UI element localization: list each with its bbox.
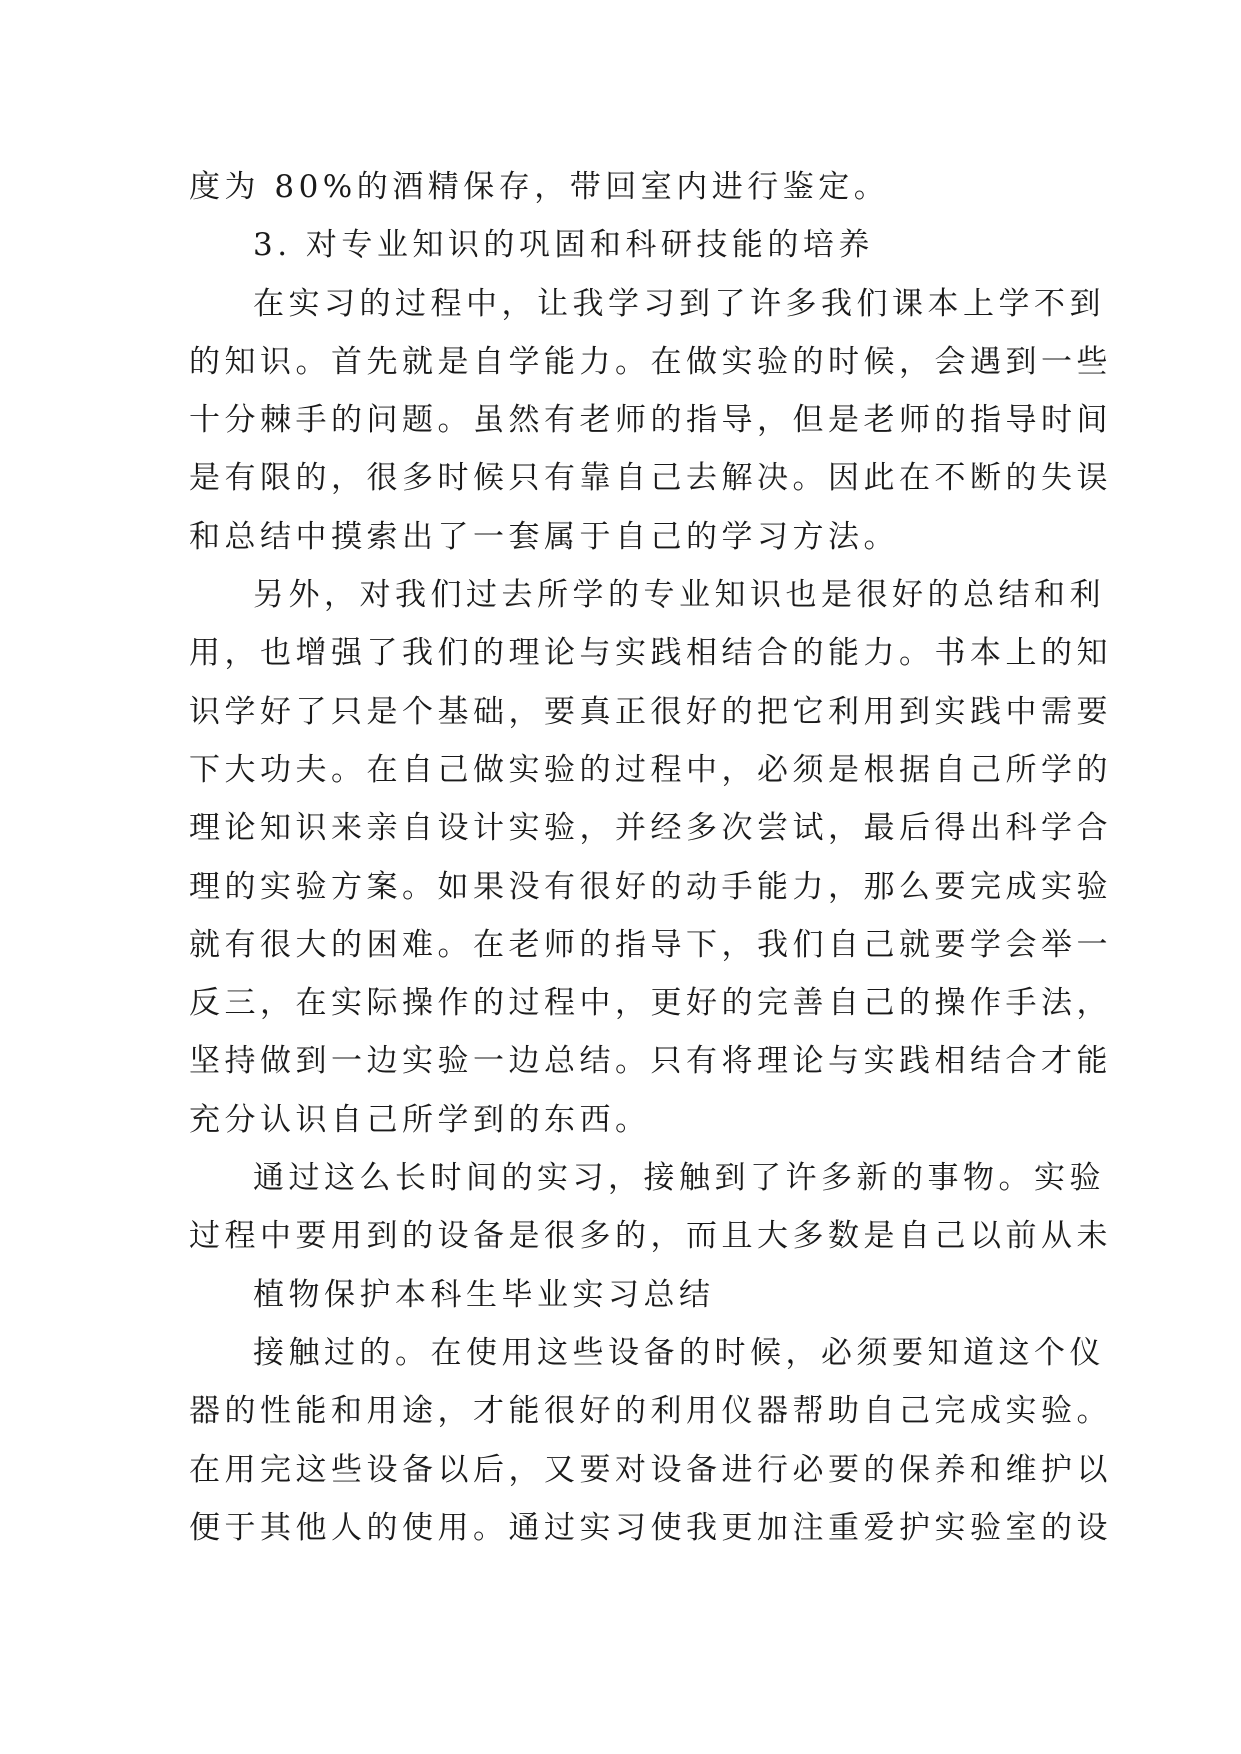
text-line: 和总结中摸索出了一套属于自己的学习方法。 [189, 518, 899, 555]
text-line: 就有很大的困难。在老师的指导下，我们自己就要学会举一 [189, 926, 1112, 963]
text-line: 另外，对我们过去所学的专业知识也是很好的总结和利 [253, 577, 1105, 614]
text-line: 3. 对专业知识的巩固和科研技能的培养 [253, 227, 874, 264]
text-line: 用，也增强了我们的理论与实践相结合的能力。书本上的知 [189, 635, 1112, 672]
text-line: 是有限的，很多时候只有靠自己去解决。因此在不断的失误 [189, 460, 1112, 497]
text-line: 下大功夫。在自己做实验的过程中，必须是根据自己所学的 [189, 751, 1112, 788]
text-line: 度为 80%的酒精保存，带回室内进行鉴定。 [189, 169, 890, 205]
body-text [189, 158, 1112, 1557]
text-line: 的知识。首先就是自学能力。在做实验的时候，会遇到一些 [189, 343, 1112, 380]
text-line: 坚持做到一边实验一边总结。只有将理论与实践相结合才能 [189, 1043, 1112, 1080]
text-line: 在实习的过程中，让我学习到了许多我们课本上学不到 [253, 285, 1105, 322]
text-line: 十分棘手的问题。虽然有老师的指导，但是老师的指导时间 [189, 402, 1112, 439]
text-line: 反三，在实际操作的过程中，更好的完善自己的操作手法， [189, 985, 1112, 1022]
text-line: 接触过的。在使用这些设备的时候，必须要知道这个仪 [253, 1334, 1105, 1371]
text-line: 在用完这些设备以后，又要对设备进行必要的保养和维护以 [189, 1451, 1112, 1488]
text-line: 便于其他人的使用。通过实习使我更加注重爱护实验室的设 [189, 1509, 1112, 1546]
text-line: 充分认识自己所学到的东西。 [189, 1101, 651, 1138]
text-line: 器的性能和用途，才能很好的利用仪器帮助自己完成实验。 [189, 1393, 1112, 1430]
text-line: 植物保护本科生毕业实习总结 [253, 1276, 715, 1313]
text-line: 识学好了只是个基础，要真正很好的把它利用到实践中需要 [189, 693, 1112, 730]
text-line: 通过这么长时间的实习，接触到了许多新的事物。实验 [253, 1160, 1105, 1197]
text-line: 理论知识来亲自设计实验，并经多次尝试，最后得出科学合 [189, 810, 1112, 847]
text-line: 理的实验方案。如果没有很好的动手能力，那么要完成实验 [189, 868, 1112, 905]
text-line: 过程中要用到的设备是很多的，而且大多数是自己以前从未 [189, 1218, 1112, 1255]
